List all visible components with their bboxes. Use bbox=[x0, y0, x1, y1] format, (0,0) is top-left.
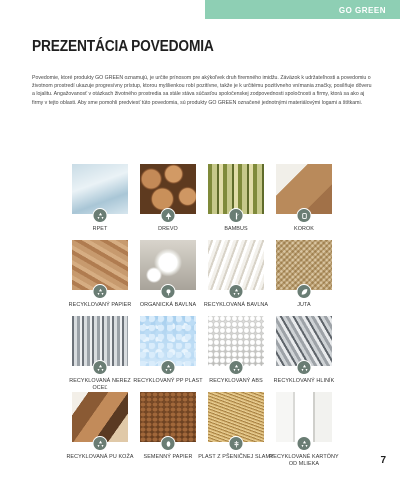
material-tile bbox=[208, 164, 264, 239]
recycle-icon bbox=[93, 360, 108, 375]
material-label: RECYKLOVANÉ KARTÓNY OD MLIEKA bbox=[269, 454, 339, 467]
page-title: PREZENTÁCIA POVEDOMIA bbox=[32, 38, 214, 55]
material-photo bbox=[140, 240, 196, 290]
material-photo bbox=[208, 240, 264, 290]
material-tile bbox=[66, 392, 134, 467]
material-tile bbox=[69, 316, 131, 391]
material-label: PLAST Z PŠENIČNEJ SLAMY bbox=[198, 454, 274, 460]
page-number: 7 bbox=[380, 455, 386, 466]
material-photo bbox=[140, 164, 196, 214]
material-photo bbox=[72, 392, 128, 442]
recycle-icon bbox=[93, 436, 108, 451]
material-tile bbox=[72, 164, 128, 239]
material-tile bbox=[140, 392, 196, 467]
material-tile bbox=[140, 164, 196, 239]
material-photo bbox=[140, 392, 196, 442]
leaf-icon bbox=[297, 284, 312, 299]
material-photo bbox=[208, 316, 264, 366]
tree-icon bbox=[161, 208, 176, 223]
material-photo bbox=[276, 240, 332, 290]
material-tile bbox=[273, 316, 335, 391]
brand-tab: GO GREEN bbox=[205, 0, 400, 19]
material-label: BAMBUS bbox=[224, 226, 248, 232]
material-label: RECYKLOVANÁ PU KOŽA bbox=[66, 454, 134, 460]
cotton-icon bbox=[161, 284, 176, 299]
recycle-icon bbox=[229, 360, 244, 375]
material-tile bbox=[68, 240, 132, 315]
material-label: SEMENNÝ PAPIER bbox=[143, 454, 193, 460]
intro-paragraph: Povedomie, ktoré produkty GO GREEN oznamujú, je určite prínosom pre akýkoľvek druh firemného imidžu. Záväzok k udržateľnosti a povedomiu o životnom prostredí ukazuje progresívny prístup, ktorou myšlienkou robí pozitívne, takže je k určitému pozitívneho vnímania značky, posilňuje dôveru a lojalitu. Angažovanosť v otázkach životného prostredia sa stále stáva súčasťou spoločenskej zodpovednosti spoločnosti a firmy, ktorá sa ako aj firmy v tejto oblasti. Aby sme pomohli predviesť túto povedomia, sú produkty GO GREEN označené jednotnými materiálovými logami a štítkami. bbox=[32, 75, 372, 106]
material-photo bbox=[276, 392, 332, 442]
material-label: RECYKLOVANÁ BAVLNA bbox=[203, 302, 269, 308]
material-photo bbox=[140, 316, 196, 366]
recycle-icon bbox=[229, 284, 244, 299]
material-photo bbox=[208, 392, 264, 442]
recycle-icon bbox=[297, 436, 312, 451]
material-label: RECYKLOVANÝ HLINÍK bbox=[273, 378, 335, 384]
material-tile bbox=[276, 240, 332, 315]
material-photo bbox=[72, 240, 128, 290]
material-label: RPET bbox=[92, 226, 108, 232]
material-photo bbox=[276, 316, 332, 366]
material-tile bbox=[133, 316, 203, 391]
material-tile bbox=[208, 316, 264, 391]
recycle-icon bbox=[161, 360, 176, 375]
material-tile bbox=[203, 240, 269, 315]
material-label: RECYKLOVANÁ NEREZ OCEĽ bbox=[69, 378, 131, 391]
material-label: DREVO bbox=[158, 226, 178, 232]
material-tile bbox=[140, 240, 196, 315]
material-grid bbox=[66, 164, 339, 467]
material-label: RECYKLOVANÝ PP PLAST bbox=[133, 378, 203, 384]
recycle-icon bbox=[93, 208, 108, 223]
bamboo-icon bbox=[229, 208, 244, 223]
cork-icon bbox=[297, 208, 312, 223]
material-label: KOROK bbox=[294, 226, 314, 232]
material-label: RECYKLOVANÝ ABS bbox=[209, 378, 263, 384]
material-tile bbox=[198, 392, 274, 467]
recycle-icon bbox=[297, 360, 312, 375]
material-photo bbox=[72, 164, 128, 214]
wheat-icon bbox=[229, 436, 244, 451]
material-photo bbox=[276, 164, 332, 214]
material-tile bbox=[269, 392, 339, 467]
material-label: JUTA bbox=[297, 302, 311, 308]
seed-icon bbox=[161, 436, 176, 451]
material-photo bbox=[72, 316, 128, 366]
material-photo bbox=[208, 164, 264, 214]
material-label: ORGANICKÁ BAVLNA bbox=[139, 302, 197, 308]
recycle-icon bbox=[93, 284, 108, 299]
material-label: RECYKLOVANÝ PAPIER bbox=[68, 302, 132, 308]
material-tile bbox=[276, 164, 332, 239]
